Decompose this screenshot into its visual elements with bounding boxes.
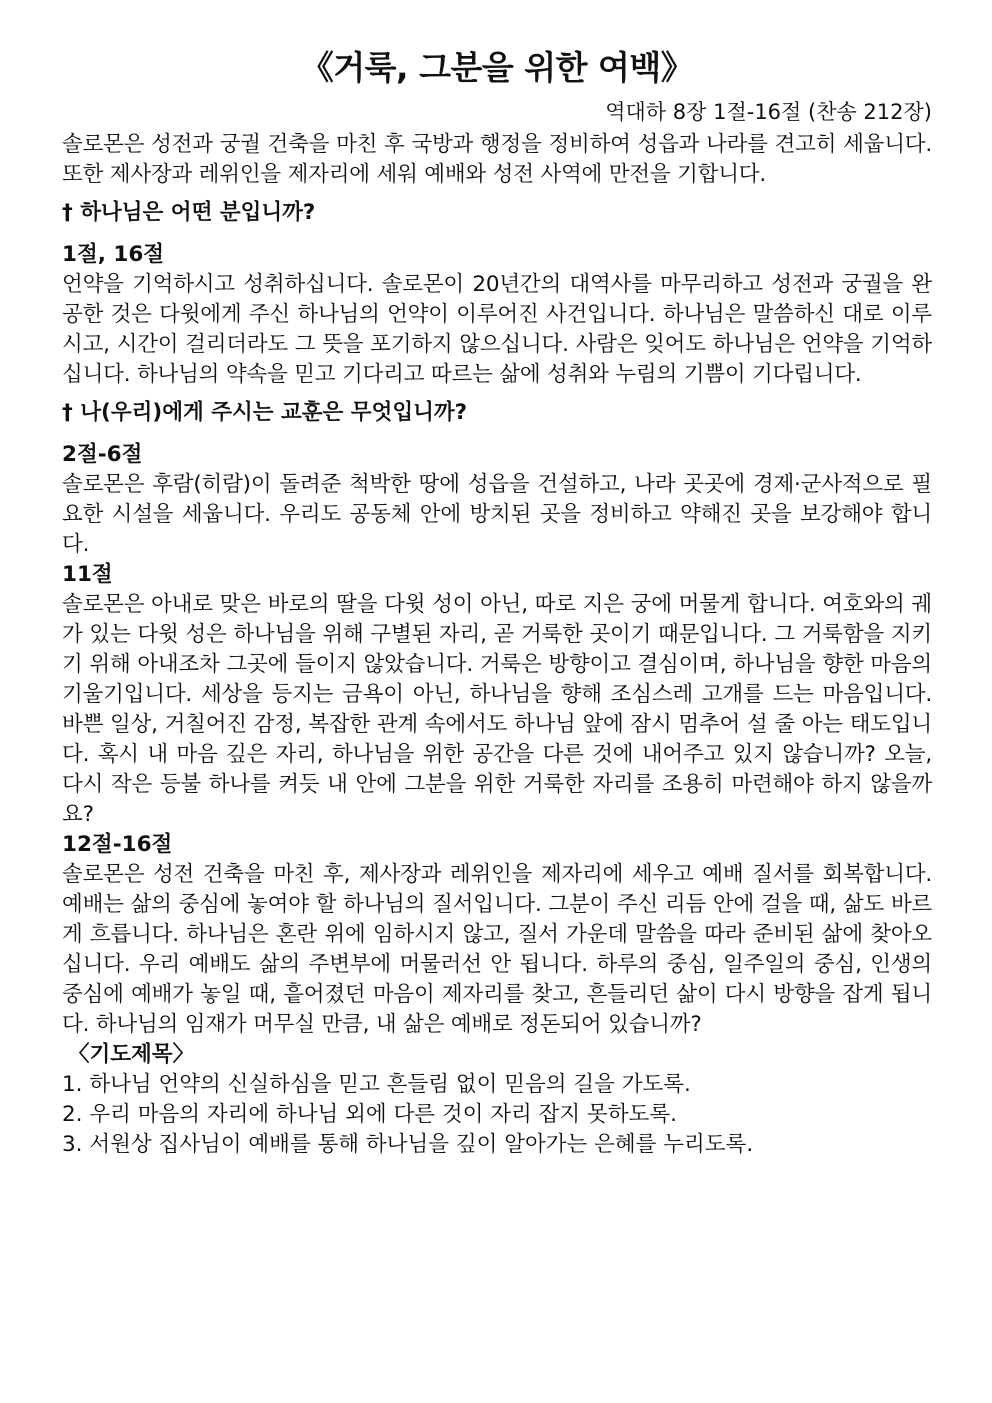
verse-label: 2절-6절 (62, 442, 143, 467)
scripture-reference: 역대하 8장 1절-16절 (찬송 212장) (605, 100, 932, 124)
section-paragraph: 언약을 기억하시고 성취하십니다. 솔로몬이 20년간의 대역사를 마무리하고 성전과 궁궐을 완공한 것은 다윗에게 주신 하나님의 언약이 이루어진 사건입니다. 하나님은 말씀하신 대로 이루시고, 시간이 걸리더라도 그 뜻을 포기하지 않으십니다. 사람은 잊어도 하나님은 언약을 기억하십니다. 하나님의 약속을 믿고 기다리고 따르는 삶에 성취와 누림의 기쁨이 기다립니다. (62, 272, 932, 387)
verse-label: 11절 (62, 562, 113, 587)
verse-label: 12절-16절 (62, 832, 173, 857)
page-title: 《거룩, 그분을 위한 여백》 (300, 48, 694, 87)
prayer-list (62, 1070, 932, 1160)
section-heading: † 나(우리)에게 주시는 교훈은 무엇입니까? (62, 400, 468, 425)
section-heading: † 하나님은 어떤 분입니까? (62, 200, 316, 225)
section-who-is-god (62, 198, 932, 390)
section-lesson (62, 398, 932, 1040)
prayer-section (62, 1040, 932, 1160)
prayer-item: 2. 우리 마음의 자리에 하나님 외에 다른 것이 자리 잡지 못하도록. (62, 1102, 677, 1127)
prayer-item: 3. 서원상 집사님이 예배를 통해 하나님을 깊이 알아가는 은혜를 누리도록. (62, 1132, 754, 1157)
section-paragraph: 솔로몬은 아내로 맞은 바로의 딸을 다윗 성이 아닌, 따로 지은 궁에 머물게 합니다. 여호와의 궤가 있는 다윗 성은 하나님을 위해 구별된 자리, 곧 거룩한 곳이기 때문입니다. 그 거룩함을 지키기 위해 아내조차 그곳에 들이지 않았습니다. 거룩은 방향이고 결심이며, 하나님을 향한 마음의 기울기입니다. 세상을 등지는 금욕이 아닌, 하나님을 향해 조심스레 고개를 드는 마음입니다. 바쁜 일상, 거칠어진 감정, 복잡한 관계 속에서도 하나님 앞에 잠시 멈추어 설 줄 아는 태도입니다. 혹시 내 마음 깊은 자리, 하나님을 위한 공간을 다른 것에 내어주고 있지 않습니까? 오늘, 다시 작은 등불 하나를 켜듯 내 안에 그분을 위한 거룩한 자리를 조용히 마련해야 하지 않을까요? (62, 592, 932, 827)
section-paragraph: 솔로몬은 후람(히람)이 돌려준 척박한 땅에 성읍을 건설하고, 나라 곳곳에 경제·군사적으로 필요한 시설을 세웁니다. 우리도 공동체 안에 방치된 곳을 정비하고 약해진 곳을 보강해야 합니다. (62, 472, 932, 557)
intro-paragraph: 솔로몬은 성전과 궁궐 건축을 마친 후 국방과 행정을 정비하여 성읍과 나라를 견고히 세웁니다. 또한 제사장과 레위인을 제자리에 세워 예배와 성전 사역에 만전을 기합니다. (62, 132, 932, 187)
devotional-page (62, 40, 932, 1160)
prayer-heading: 〈기도제목〉 (68, 1042, 195, 1067)
section-paragraph: 솔로몬은 성전 건축을 마친 후, 제사장과 레위인을 제자리에 세우고 예배 질서를 회복합니다. 예배는 삶의 중심에 놓여야 할 하나님의 질서입니다. 그분이 주신 리듬 안에 걸을 때, 삶도 바르게 흐릅니다. 하나님은 혼란 위에 임하시지 않고, 질서 가운데 말씀을 따라 준비된 삶에 찾아오십니다. 우리 예배도 삶의 주변부에 머물러선 안 됩니다. 하루의 중심, 일주일의 중심, 인생의 중심에 예배가 놓일 때, 흩어졌던 마음이 제자리를 찾고, 흔들리던 삶이 다시 방향을 잡게 됩니다. 하나님의 임재가 머무실 만큼, 내 삶은 예배로 정돈되어 있습니까? (62, 862, 932, 1037)
verse-label: 1절, 16절 (62, 242, 165, 267)
prayer-item: 1. 하나님 언약의 신실하심을 믿고 흔들림 없이 믿음의 길을 가도록. (62, 1072, 691, 1097)
